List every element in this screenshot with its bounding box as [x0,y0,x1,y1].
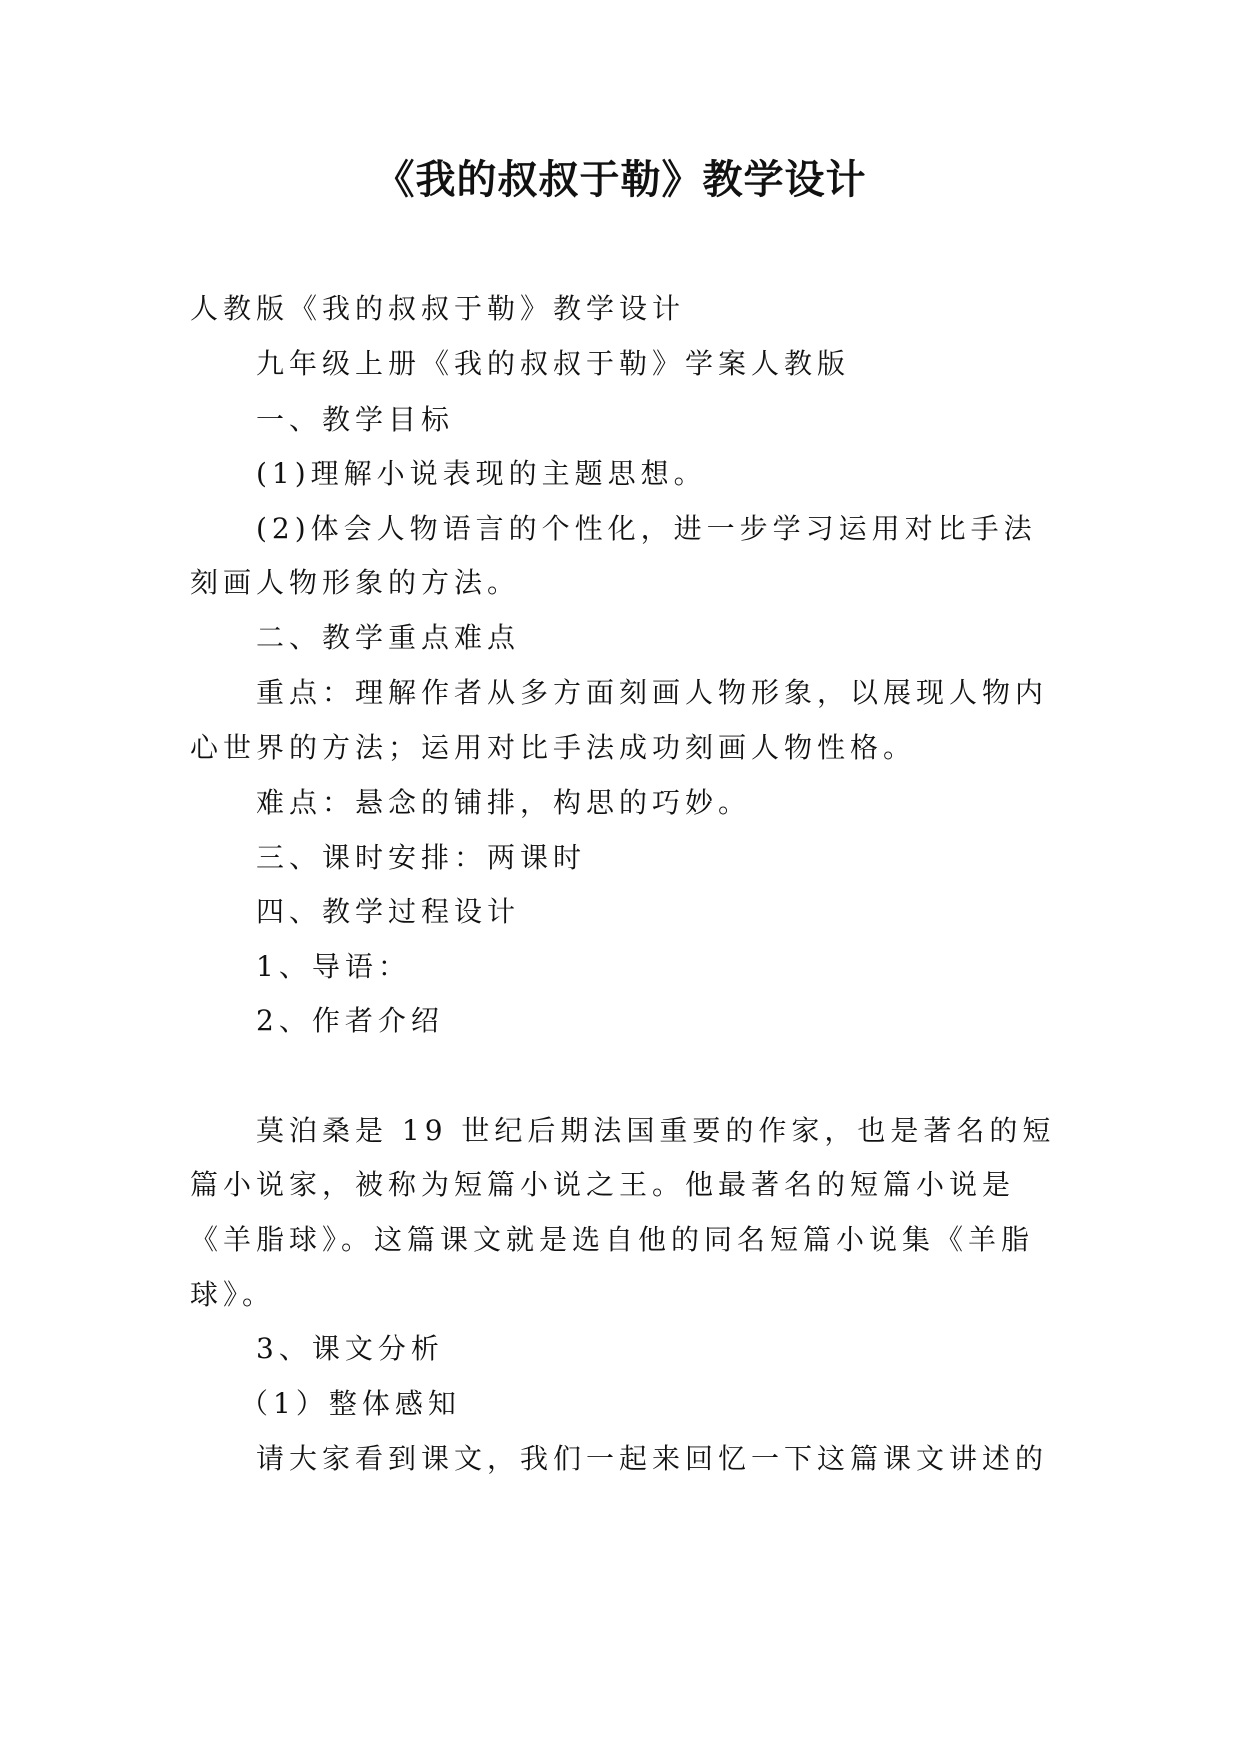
paragraph-line: （1）整体感知 [240,1387,461,1420]
paragraph-line: (1)理解小说表现的主题思想。 [256,457,707,490]
paragraph-line: 篇小说家，被称为短篇小说之王。他最著名的短篇小说是 [190,1168,1016,1201]
paragraph-line: 球》。 [190,1278,276,1311]
paragraph-line: 2、作者介绍 [256,1004,444,1037]
paragraph-line: 《羊脂球》。这篇课文就是选自他的同名短篇小说集《羊脂 [190,1223,1035,1256]
section-heading: 四、教学过程设计 [256,895,521,928]
section-heading: 3、课文分析 [256,1332,444,1365]
section-heading: 一、教学目标 [256,403,455,436]
paragraph-line: (2)体会人物语言的个性化，进一步学习运用对比手法 [256,512,1037,545]
paragraph-line: 刻画人物形象的方法。 [190,566,521,599]
paragraph-line: 莫泊桑是 19 世纪后期法国重要的作家，也是著名的短 [256,1114,1056,1147]
paragraph-line: 心世界的方法；运用对比手法成功刻画人物性格。 [190,731,917,764]
paragraph-line: 九年级上册《我的叔叔于勒》学案人教版 [256,347,851,380]
paragraph-line: 请大家看到课文，我们一起来回忆一下这篇课文讲述的 [256,1442,1049,1475]
paragraph-line: 难点：悬念的铺排，构思的巧妙。 [256,786,752,819]
section-heading: 二、教学重点难点 [256,621,521,654]
paragraph-line: 人教版《我的叔叔于勒》教学设计 [190,292,686,325]
paragraph-line: 重点：理解作者从多方面刻画人物形象，以展现人物内 [256,676,1049,709]
paragraph-line: 1、导语： [256,950,411,983]
document-title: 《我的叔叔于勒》教学设计 [374,157,867,203]
section-heading: 三、课时安排：两课时 [256,841,587,874]
